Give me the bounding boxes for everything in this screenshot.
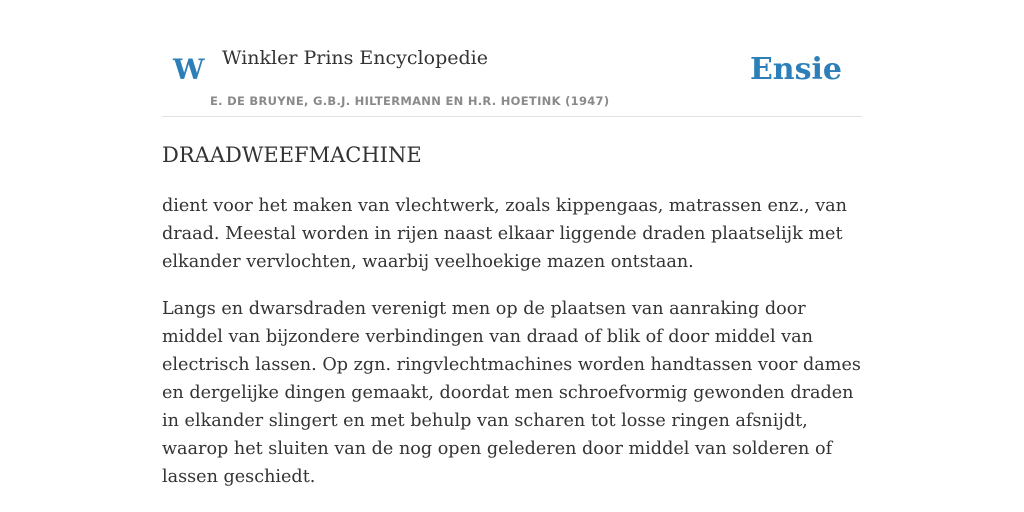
winkler-prins-logo-icon[interactable]: W xyxy=(173,53,205,86)
authors-line: E. DE BRUYNE, G.B.J. HILTERMANN EN H.R. HOETINK (1947) xyxy=(210,94,610,108)
ensie-logo-link[interactable]: Ensie xyxy=(749,52,842,87)
encyclopedia-title[interactable]: Winkler Prins Encyclopedie xyxy=(222,47,488,69)
article-paragraph: dient voor het maken van vlechtwerk, zoals kippengaas, matrassen enz., van draad. Meestal worden in rijen naast elkaar liggende draden plaatselijk met elkander vervlochten, waarbij veelhoekige mazen ontstaan. xyxy=(162,196,848,272)
page xyxy=(162,0,862,487)
header xyxy=(162,0,862,117)
article-title: DRAADWEEFMACHINE xyxy=(162,143,422,167)
article-paragraph: Langs en dwarsdraden verenigt men op de plaatsen van aanraking door middel van bijzondere verbindingen van draad of blik of door middel van electrisch lassen. Op zgn. ringvlechtmachines worden handtassen voor dames en dergelijke dingen gemaakt, doordat men schroefvormig gewonden draden in elkander slingert en met behulp van scharen tot losse ringen afsnijdt, waarop het sluiten van de nog open gelederen door middel van solderen of lassen geschiedt. xyxy=(162,299,861,487)
